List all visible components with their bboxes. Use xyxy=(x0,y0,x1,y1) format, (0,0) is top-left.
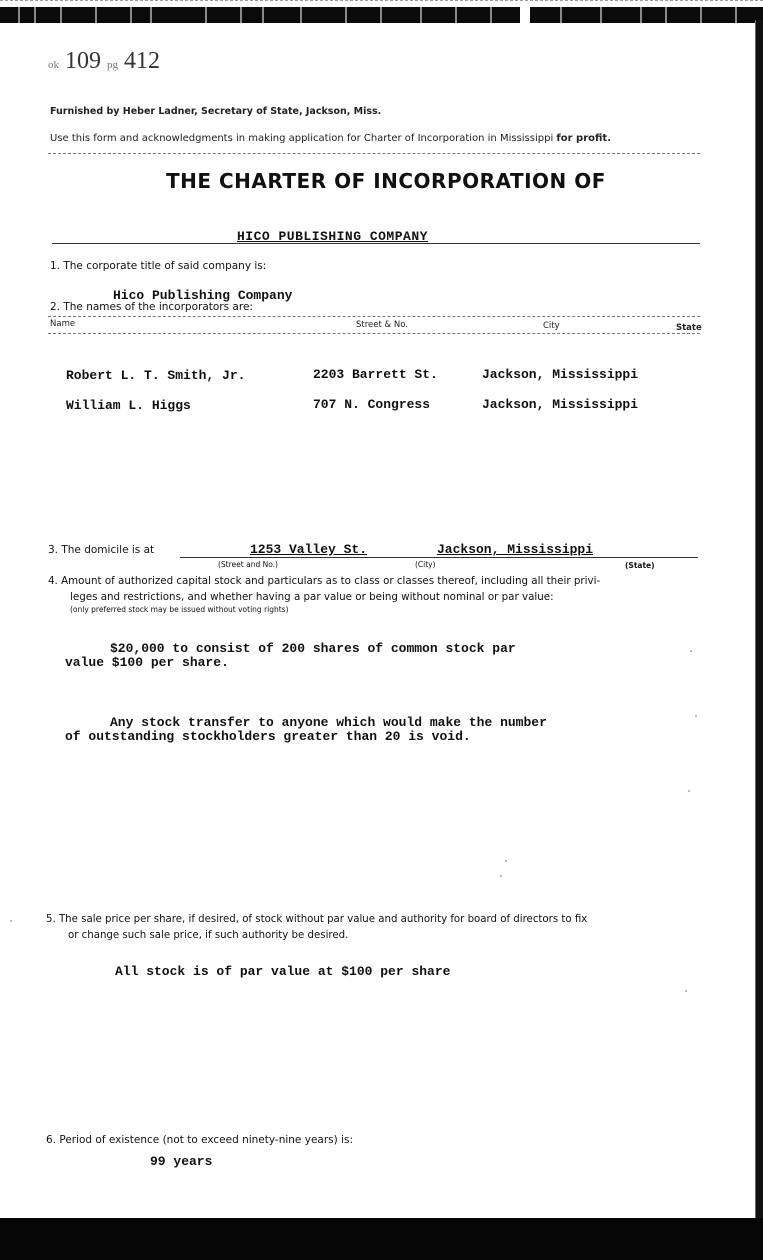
stamp-book-number: 109 xyxy=(65,48,101,74)
column-header-street: Street & No. xyxy=(356,320,408,330)
incorporator-1-street: 2203 Barrett St. xyxy=(313,367,438,382)
scan-speck xyxy=(685,990,687,992)
column-header-name: Name xyxy=(50,319,76,329)
period-of-existence-value: 99 years xyxy=(150,1154,213,1169)
section-4-note: (only preferred stock may be issued without voting rights) xyxy=(70,605,289,614)
scan-top-band xyxy=(0,7,763,23)
section-4-label-line1: 4. Amount of authorized capital stock and particulars as to class or classes thereof, including all their privi- xyxy=(48,575,601,587)
company-name-heading: HICO PUBLISHING COMPANY xyxy=(237,229,428,244)
document-title: THE CHARTER OF INCORPORATION OF xyxy=(166,169,606,193)
incorporator-1-name: Robert L. T. Smith, Jr. xyxy=(66,368,246,383)
divider xyxy=(48,316,700,317)
domicile-sublabel-state: (State) xyxy=(625,561,655,570)
domicile-street: 1253 Valley St. xyxy=(250,542,368,557)
domicile-sublabel-street: (Street and No.) xyxy=(218,560,278,569)
column-header-city: City xyxy=(543,321,560,331)
furnished-by-line: Furnished by Heber Ladner, Secretary of State, Jackson, Miss. xyxy=(50,106,382,117)
column-header-state: State xyxy=(676,323,702,333)
section-2-label: 2. The names of the incorporators are: xyxy=(50,301,253,313)
transfer-restriction-line2: of outstanding stockholders greater than 20 is void. xyxy=(65,729,471,744)
scan-speck xyxy=(505,860,507,862)
scan-speck xyxy=(688,790,690,792)
domicile-underline xyxy=(180,557,698,558)
capital-stock-line2: value $100 per share. xyxy=(65,655,229,670)
corporate-title-value: Hico Publishing Company xyxy=(113,288,293,303)
section-3-label: 3. The domicile is at xyxy=(48,544,155,556)
incorporator-2-city-state: Jackson, Mississippi xyxy=(482,397,639,412)
scan-right-edge-line xyxy=(755,20,756,1218)
scan-speck xyxy=(695,715,697,717)
section-5-label-line1: 5. The sale price per share, if desired, of stock without par value and authority for board of directors to fix xyxy=(46,914,588,925)
instruction-line xyxy=(50,133,611,144)
incorporator-2-name: William L. Higgs xyxy=(66,398,191,413)
scan-speck xyxy=(10,920,12,922)
divider xyxy=(48,333,700,334)
capital-stock-line1: $20,000 to consist of 200 shares of common stock par xyxy=(110,641,516,656)
section-4-label-line2: leges and restrictions, and whether having a par value or being without nominal or par value: xyxy=(70,591,554,603)
domicile-city-state: Jackson, Mississippi xyxy=(437,542,594,557)
stamp-prefix: ok xyxy=(48,59,59,71)
stamp-mid: pg xyxy=(107,59,118,71)
transfer-restriction-line1: Any stock transfer to anyone which would make the number xyxy=(110,715,547,730)
sale-price-value: All stock is of par value at $100 per share xyxy=(115,964,451,979)
scan-edge-dots xyxy=(0,0,763,4)
section-6-label: 6. Period of existence (not to exceed ninety-nine years) is: xyxy=(46,1134,353,1146)
scan-speck xyxy=(690,650,692,652)
section-1-label: 1. The corporate title of said company is: xyxy=(50,260,267,272)
instruction-bold: for profit. xyxy=(556,133,612,144)
instruction-text: Use this form and acknowledgments in making application for Charter of Incorporation in Mississippi xyxy=(50,133,554,144)
divider xyxy=(48,153,700,154)
scan-bottom-band xyxy=(0,1218,763,1260)
scan-right-edge xyxy=(756,20,763,1220)
section-5-label-line2: or change such sale price, if such authority be desired. xyxy=(68,930,349,941)
domicile-sublabel-city: (City) xyxy=(415,560,436,569)
book-page-stamp xyxy=(48,48,160,75)
stamp-page-number: 412 xyxy=(124,48,160,74)
scan-speck xyxy=(500,875,502,877)
incorporator-2-street: 707 N. Congress xyxy=(313,397,431,412)
incorporator-1-city-state: Jackson, Mississippi xyxy=(482,367,639,382)
